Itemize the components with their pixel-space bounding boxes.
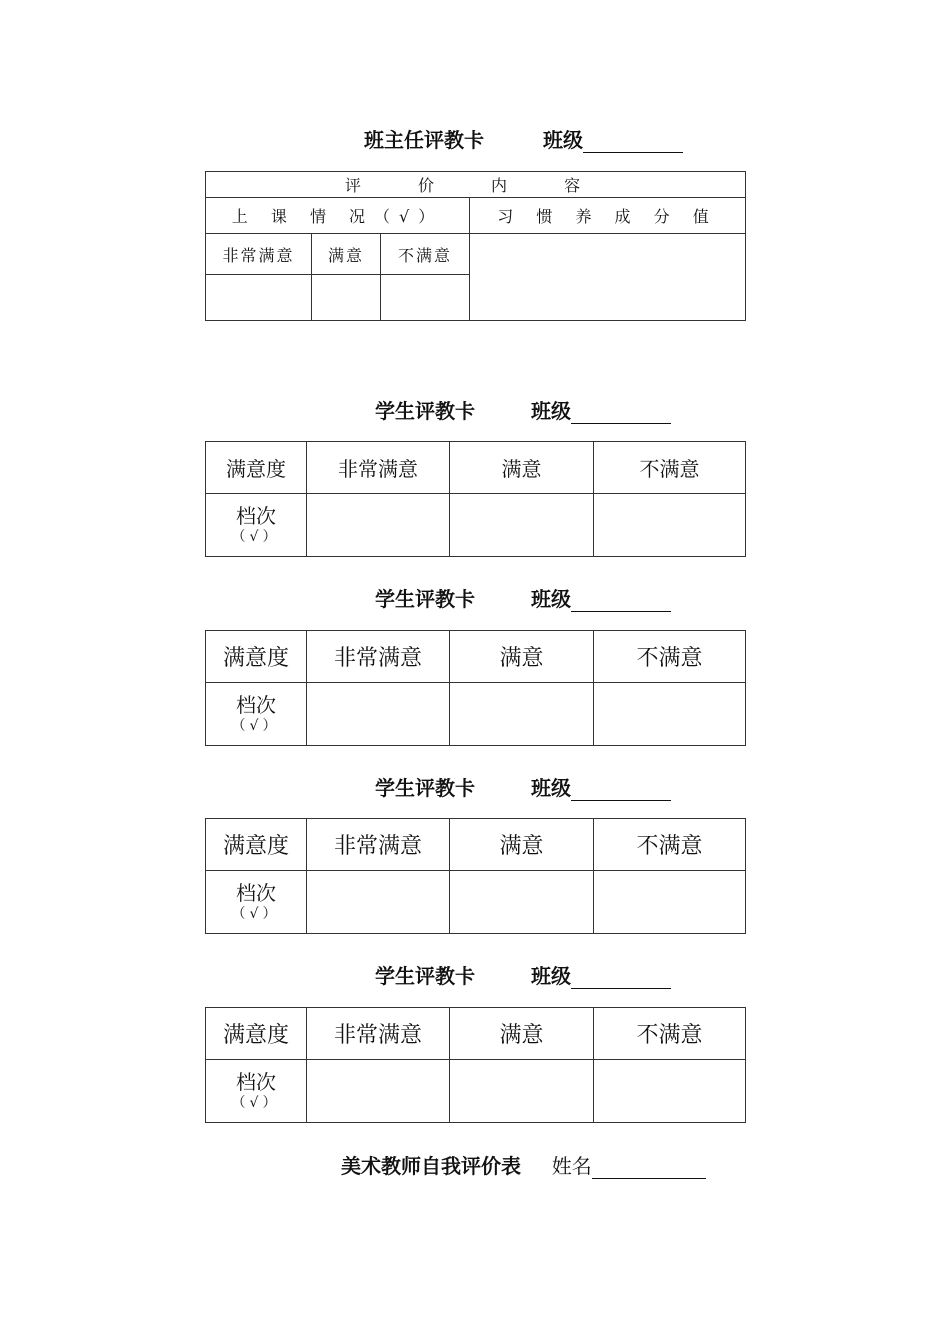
satisfaction-label: 满意度 xyxy=(206,442,307,494)
card-title-text: 班主任评教卡 xyxy=(364,128,484,152)
student-class-label xyxy=(531,960,671,989)
grade-label-text: 档次 xyxy=(236,1070,276,1094)
satisfaction-label: 满意度 xyxy=(206,819,307,871)
option-satisfied: 满意 xyxy=(312,234,381,275)
option-very-satisfied: 非常满意 xyxy=(206,234,312,275)
grade-label-text: 档次 xyxy=(236,693,276,717)
grade-label-text: 档次 xyxy=(236,504,276,528)
name-label: 姓名 xyxy=(551,1154,592,1178)
option-unsatisfied: 不满意 xyxy=(594,631,746,683)
option-unsatisfied: 不满意 xyxy=(594,442,746,494)
evaluation-content-header: 评 价 内 容 xyxy=(206,172,746,198)
option-very-satisfied: 非常满意 xyxy=(307,819,450,871)
headteacher-class-label xyxy=(543,124,683,153)
headteacher-card-title xyxy=(364,124,484,153)
class-blank-line[interactable] xyxy=(571,403,671,424)
option-satisfied: 满意 xyxy=(450,819,594,871)
option-very-satisfied: 非常满意 xyxy=(307,631,450,683)
satisfied-check-cell[interactable] xyxy=(450,494,594,557)
check-hint: （√） xyxy=(231,906,281,922)
very-satisfied-check-cell[interactable] xyxy=(307,683,450,746)
student-card-table xyxy=(205,441,746,557)
satisfaction-label: 满意度 xyxy=(206,1008,307,1060)
class-label-text: 班级 xyxy=(531,399,571,423)
student-card-title xyxy=(375,583,475,612)
class-label-text: 班级 xyxy=(531,587,571,611)
very-satisfied-check-cell[interactable] xyxy=(307,494,450,557)
headteacher-card-table xyxy=(205,171,746,321)
grade-row-label xyxy=(206,683,307,746)
satisfied-check-cell[interactable] xyxy=(312,275,381,321)
check-hint: （√） xyxy=(231,718,281,734)
check-hint: （√） xyxy=(231,1095,281,1111)
class-label-text: 班级 xyxy=(531,776,571,800)
unsatisfied-check-cell[interactable] xyxy=(594,871,746,934)
habit-score-cell[interactable] xyxy=(470,234,746,321)
option-unsatisfied: 不满意 xyxy=(594,1008,746,1060)
satisfied-check-cell[interactable] xyxy=(450,1060,594,1123)
unsatisfied-check-cell[interactable] xyxy=(381,275,470,321)
name-blank-line[interactable] xyxy=(592,1158,706,1179)
unsatisfied-check-cell[interactable] xyxy=(594,1060,746,1123)
attendance-header: 上 课 情 况（√） xyxy=(206,198,470,234)
class-blank-line[interactable] xyxy=(583,132,683,153)
class-label-text: 班级 xyxy=(543,128,583,152)
self-evaluation-title: 美术教师自我评价表 xyxy=(341,1154,521,1178)
grade-row-label xyxy=(206,494,307,557)
student-card-title xyxy=(375,960,475,989)
card-title-text: 学生评教卡 xyxy=(375,399,475,423)
grade-label-text: 档次 xyxy=(236,881,276,905)
option-very-satisfied: 非常满意 xyxy=(307,442,450,494)
student-card-table xyxy=(205,1007,746,1123)
option-satisfied: 满意 xyxy=(450,442,594,494)
student-class-label xyxy=(531,395,671,424)
card-title-text: 学生评教卡 xyxy=(375,587,475,611)
class-label-text: 班级 xyxy=(531,964,571,988)
unsatisfied-check-cell[interactable] xyxy=(594,494,746,557)
student-card-title xyxy=(375,772,475,801)
unsatisfied-check-cell[interactable] xyxy=(594,683,746,746)
satisfied-check-cell[interactable] xyxy=(450,683,594,746)
student-class-label xyxy=(531,772,671,801)
class-blank-line[interactable] xyxy=(571,591,671,612)
option-satisfied: 满意 xyxy=(450,631,594,683)
student-card-title xyxy=(375,395,475,424)
very-satisfied-check-cell[interactable] xyxy=(206,275,312,321)
satisfied-check-cell[interactable] xyxy=(450,871,594,934)
card-title-text: 学生评教卡 xyxy=(375,964,475,988)
card-title-text: 学生评教卡 xyxy=(375,776,475,800)
student-class-label xyxy=(531,583,671,612)
option-very-satisfied: 非常满意 xyxy=(307,1008,450,1060)
very-satisfied-check-cell[interactable] xyxy=(307,1060,450,1123)
satisfaction-label: 满意度 xyxy=(206,631,307,683)
habit-score-header: 习 惯 养 成 分 值 xyxy=(470,198,746,234)
self-evaluation-heading xyxy=(341,1150,706,1179)
class-blank-line[interactable] xyxy=(571,780,671,801)
grade-row-label xyxy=(206,871,307,934)
very-satisfied-check-cell[interactable] xyxy=(307,871,450,934)
option-satisfied: 满意 xyxy=(450,1008,594,1060)
grade-row-label xyxy=(206,1060,307,1123)
check-hint: （√） xyxy=(231,529,281,545)
option-unsatisfied: 不满意 xyxy=(381,234,470,275)
student-card-table xyxy=(205,630,746,746)
student-card-table xyxy=(205,818,746,934)
option-unsatisfied: 不满意 xyxy=(594,819,746,871)
class-blank-line[interactable] xyxy=(571,968,671,989)
